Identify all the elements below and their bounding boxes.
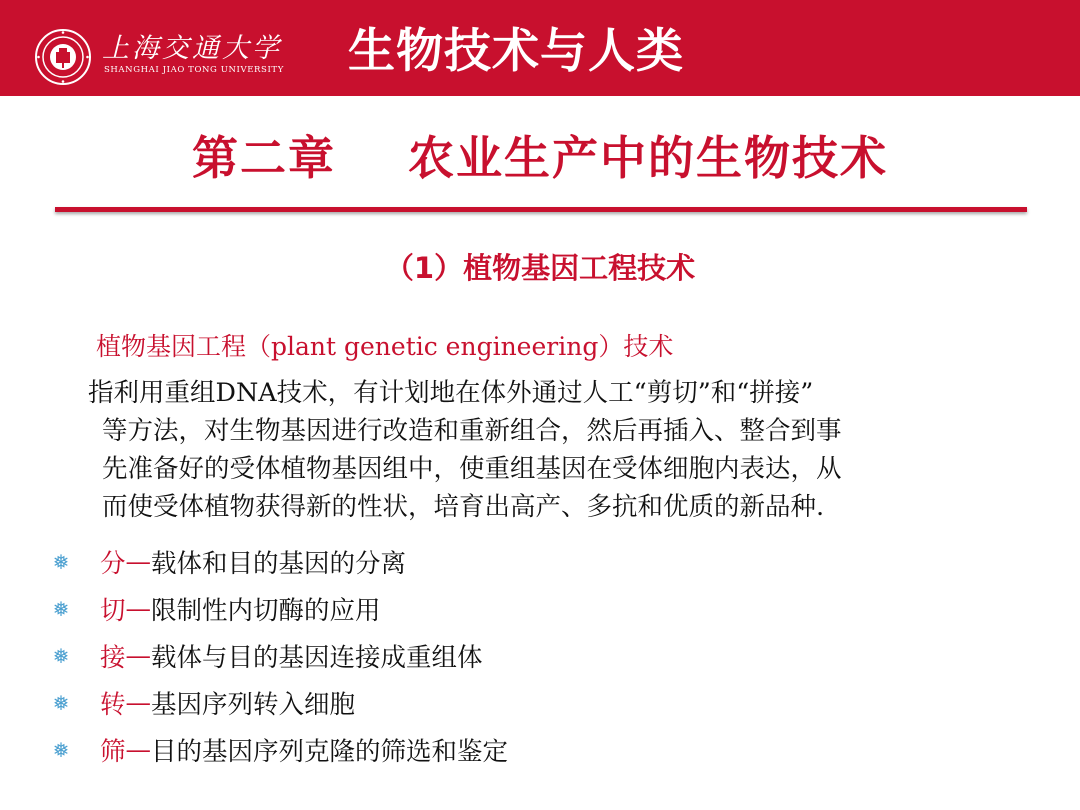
university-name-cn: 上海交通大学 — [102, 33, 282, 64]
step-dash: — — [125, 546, 152, 577]
snowflake-icon: ❅ — [52, 643, 70, 668]
step-text: 限制性内切酶的应用 — [151, 595, 381, 626]
step-text: 基因序列转入细胞 — [151, 689, 356, 720]
snowflake-icon: ❅ — [52, 596, 70, 621]
snowflake-icon: ❅ — [52, 737, 70, 762]
step-list — [48, 538, 508, 773]
step-dash: — — [125, 640, 152, 671]
list-item — [48, 585, 508, 632]
title-divider — [55, 207, 1027, 212]
list-item — [48, 726, 508, 773]
chapter-title: 第二章 农业生产中的生物技术 — [191, 131, 889, 185]
header-banner — [0, 0, 1080, 96]
course-title: 生物技术与人类 — [348, 24, 684, 79]
step-dash: — — [125, 687, 152, 718]
definition-line: 先准备好的受体植物基因组中，使重组基因在受体细胞内表达，从 — [102, 454, 842, 484]
list-item — [48, 632, 508, 679]
step-dash: — — [125, 593, 152, 624]
step-text: 目的基因序列克隆的筛选和鉴定 — [151, 736, 509, 767]
step-key: 转 — [100, 689, 126, 720]
step-key: 接 — [100, 642, 126, 673]
university-emblem-icon — [34, 28, 92, 86]
step-text: 载体和目的基因的分离 — [151, 548, 407, 579]
definition-line: 等方法，对生物基因进行改造和重新组合，然后再插入、整合到事 — [102, 416, 842, 446]
definition-line: 指利用重组DNA技术，有计划地在体外通过人工“剪切”和“拼接” — [88, 378, 814, 408]
term-line: 植物基因工程（plant genetic engineering）技术 — [96, 332, 674, 361]
snowflake-icon: ❅ — [52, 549, 70, 574]
snowflake-icon: ❅ — [52, 690, 70, 715]
step-text: 载体与目的基因连接成重组体 — [151, 642, 483, 673]
section-title: （1）植物基因工程技术 — [384, 251, 696, 285]
definition-paragraph — [80, 374, 1000, 526]
definition-line: 而使受体植物获得新的性状，培育出高产、多抗和优质的新品种. — [102, 492, 825, 522]
step-key: 分 — [100, 548, 126, 579]
step-key: 筛 — [100, 736, 126, 767]
step-dash: — — [125, 734, 152, 765]
list-item — [48, 538, 508, 585]
list-item — [48, 679, 508, 726]
step-key: 切 — [100, 595, 126, 626]
university-name-en: SHANGHAI JIAO TONG UNIVERSITY — [104, 65, 284, 75]
